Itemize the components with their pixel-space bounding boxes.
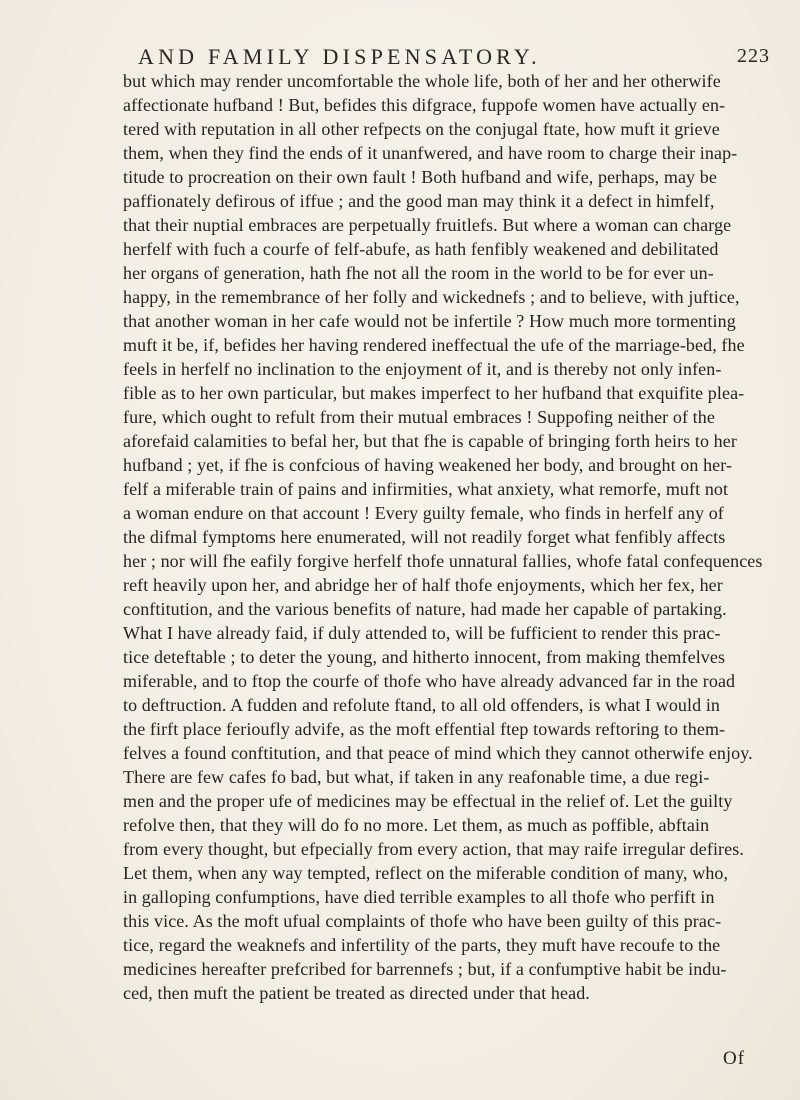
text-line: this vice. As the moft ufual complaints of thofe who have been guilty of this prac- — [123, 911, 722, 931]
text-line: titude to procreation on their own fault ! Both hufband and wife, perhaps, may be — [123, 167, 717, 187]
text-line: to deftruction. A fudden and refolute ftand, to all old offenders, is what I would in — [123, 695, 721, 715]
text-line: happy, in the remembrance of her folly and wickednefs ; and to believe, with juftice, — [123, 287, 740, 307]
text-line: fure, which ought to refult from their mutual embraces ! Suppofing neither of the — [123, 407, 715, 427]
text-line: reft heavily upon her, and abridge her of half thofe enjoyments, which her fex, her — [123, 575, 723, 595]
text-line: conftitution, and the various benefits of nature, had made her capable of partaking. — [123, 599, 727, 619]
text-line: herfelf with fuch a courfe of felf-abufe, as hath fenfibly weakened and debilitated — [123, 239, 719, 259]
text-line: hufband ; yet, if fhe is confcious of having weakened her body, and brought on her- — [123, 455, 733, 475]
text-line: medicines hereafter prefcribed for barrennefs ; but, if a confumptive habit be indu- — [123, 959, 727, 979]
text-line: muft it be, if, befides her having rendered ineffectual the ufe of the marriage-bed, fhe — [123, 335, 745, 355]
text-line: men and the proper ufe of medicines may be effectual in the relief of. Let the guilty — [123, 791, 733, 811]
running-head-title: AND FAMILY DISPENSATORY. — [138, 44, 541, 69]
text-line: miferable, and to ftop the courfe of thofe who have already advanced far in the road — [123, 671, 736, 691]
text-line: them, when they find the ends of it unanfwered, and have room to charge their inap- — [123, 143, 738, 163]
text-line: tered with reputation in all other refpects on the conjugal ftate, how muft it grieve — [123, 119, 720, 139]
text-line: but which may render uncomfortable the whole life, both of her and her otherwife — [123, 71, 721, 91]
text-line: from every thought, but efpecially from every action, that may raife irregular defires. — [123, 839, 744, 859]
text-line: the firft place ferioufly advife, as the moft effential ftep towards reftoring to them- — [123, 719, 726, 739]
text-line: a woman endure on that account ! Every guilty female, who finds in herfelf any of — [123, 503, 724, 523]
text-line: that their nuptial embraces are perpetually fruitlefs. But where a woman can charge — [123, 215, 732, 235]
text-line: tice, regard the weaknefs and infertility of the parts, they muft have recoufe to the — [123, 935, 721, 955]
text-line: her organs of generation, hath fhe not all the room in the world to be for ever un- — [123, 263, 714, 283]
text-line: feels in herfelf no inclination to the enjoyment of it, and is thereby not only infen- — [123, 359, 722, 379]
text-line: refolve then, that they will do fo no more. Let them, as much as poffible, abftain — [123, 815, 710, 835]
page-number: 223 — [737, 45, 770, 67]
text-line: ced, then muft the patient be treated as directed under that head. — [123, 983, 590, 1003]
text-line: What I have already faid, if duly attended to, will be fufficient to render this prac- — [123, 623, 721, 643]
text-line: affectionate hufband ! But, befides this difgrace, fuppofe women have actually en- — [123, 95, 726, 115]
body-text — [123, 69, 783, 1005]
text-line: felves a found conftitution, and that peace of mind which they cannot otherwife enjoy. — [123, 743, 753, 763]
catchword: Of — [723, 1048, 746, 1069]
text-line: that another woman in her cafe would not be infertile ? How much more tormenting — [123, 311, 736, 331]
text-line: There are few cafes fo bad, but what, if taken in any reafonable time, a due regi- — [123, 767, 710, 787]
text-line: in galloping confumptions, have died terrible examples to all thofe who perfift in — [123, 887, 715, 907]
text-line: aforefaid calamities to befal her, but that fhe is capable of bringing forth heirs to her — [123, 431, 737, 451]
text-line: her ; nor will fhe eafily forgive herfelf thofe unnatural fallies, whofe fatal confequences — [123, 551, 763, 571]
text-line: the difmal fymptoms here enumerated, will not readily forget what fenfibly affects — [123, 527, 726, 547]
text-line: fible as to her own particular, but makes imperfect to her hufband that exquifite plea- — [123, 383, 745, 403]
text-line: felf a miferable train of pains and infirmities, what anxiety, what remorfe, muft not — [123, 479, 729, 499]
text-line: Let them, when any way tempted, reflect on the miferable condition of many, who, — [123, 863, 729, 883]
text-line: paffionately defirous of iffue ; and the good man may think it a defect in himfelf, — [123, 191, 715, 211]
text-line: tice deteftable ; to deter the young, and hitherto innocent, from making themfelves — [123, 647, 726, 667]
